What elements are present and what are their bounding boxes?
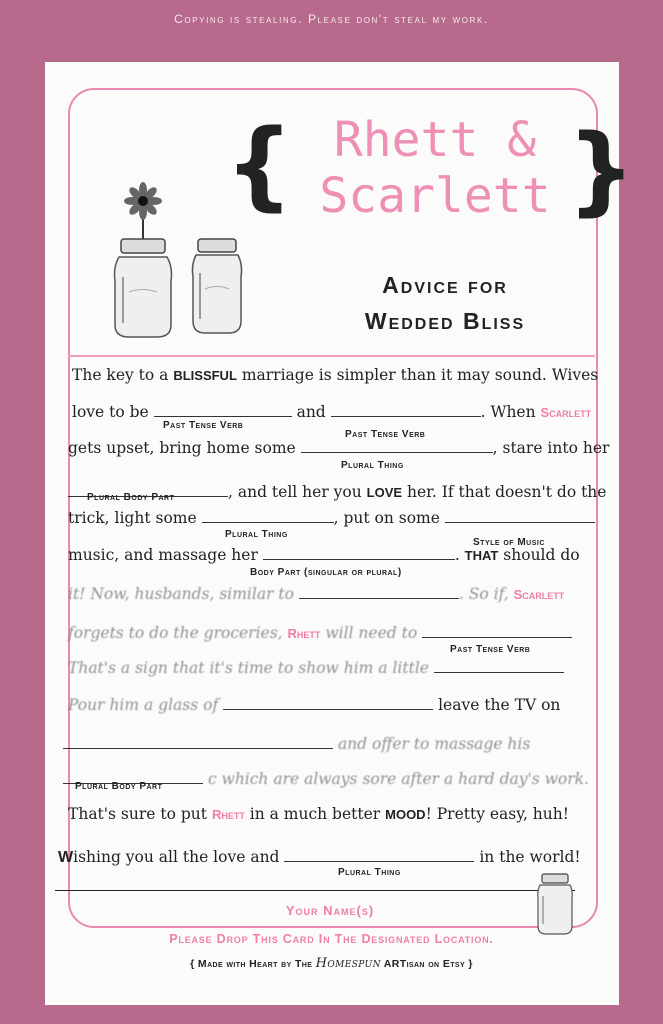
text: c which are always sore after a hard day's work.: [207, 770, 589, 788]
mason-jar-icon: [189, 237, 245, 337]
text: gets upset, bring home some: [68, 439, 301, 457]
title-line-2: Scarlett: [319, 168, 551, 224]
blank-field[interactable]: [445, 522, 595, 523]
text: That's sure to put: [68, 805, 212, 823]
mason-jar-icon: [535, 872, 575, 936]
blank-field[interactable]: [202, 522, 334, 523]
label-plural-thing: Plural Thing: [338, 867, 401, 878]
blank-field[interactable]: [299, 598, 459, 599]
bride-name: Scarlett: [540, 405, 592, 420]
text: , and tell her you: [228, 483, 367, 501]
emphasis: MOOD: [385, 807, 426, 822]
blank-field[interactable]: [223, 709, 433, 710]
text-line-9: [68, 659, 564, 677]
card-subtitle: [300, 267, 590, 339]
text-line-13: [68, 805, 569, 824]
flower-jar-icon: [107, 177, 179, 342]
text-line-10: [68, 696, 560, 714]
text-line-5: [68, 509, 595, 527]
text: love to be: [72, 403, 154, 421]
subtitle-line-1: Advice for: [382, 272, 508, 298]
left-brace-icon: {: [225, 109, 294, 221]
text-line-1: [72, 366, 598, 385]
label-plural-body-part: Plural Body Part: [87, 492, 175, 503]
text: , stare into her: [492, 439, 610, 457]
text: marriage is simpler than it may sound. Wives: [236, 366, 599, 384]
blank-field[interactable]: [434, 672, 564, 673]
groom-name: Rhett: [287, 626, 321, 641]
blank-field[interactable]: [301, 452, 493, 453]
text-line-14: [58, 848, 581, 867]
text: her. If that doesn't do the: [402, 483, 607, 501]
credit-text: ARTisan on Etsy }: [380, 958, 473, 970]
text: . So if,: [458, 585, 514, 603]
text: and: [291, 403, 331, 421]
credit-text: { Made with Heart by The: [190, 958, 316, 970]
blank-field[interactable]: [422, 637, 572, 638]
text: trick, light some: [68, 509, 202, 527]
blank-field[interactable]: [263, 559, 455, 560]
drop-cap: W: [58, 849, 74, 866]
your-names-label: Your Name(s): [285, 903, 375, 918]
label-plural-thing: Plural Thing: [341, 460, 404, 471]
label-plural-body-part: Plural Body Part: [75, 781, 163, 792]
signature-line[interactable]: [55, 890, 575, 891]
emphasis: THAT: [464, 548, 499, 563]
text-line-7: [68, 585, 564, 604]
text: and offer to massage his: [337, 735, 531, 753]
label-past-tense-verb: Past Tense Verb: [345, 429, 426, 440]
bride-name: Scarlett: [513, 587, 565, 602]
text-line-2: [72, 403, 591, 422]
advice-card: [45, 62, 636, 1005]
label-body-part: Body Part (singular or plural): [250, 567, 402, 578]
section-divider: [68, 355, 595, 357]
text: That's a sign that it's time to show him a little: [68, 659, 429, 677]
blank-field[interactable]: [154, 416, 292, 417]
couple-names: [270, 112, 600, 224]
text: music, and massage her: [68, 546, 263, 564]
emphasis: BLISSFUL: [173, 368, 237, 383]
text: ishing you all the love and: [73, 848, 285, 866]
text: in the world!: [479, 848, 581, 866]
subtitle-line-2: Wedded Bliss: [364, 308, 526, 334]
text: .: [454, 546, 465, 564]
groom-name: Rhett: [211, 807, 245, 822]
right-brace-icon: }: [567, 114, 636, 226]
text: it! Now, husbands, similar to: [68, 585, 299, 603]
text: in a much better: [244, 805, 386, 823]
emphasis: LOVE: [366, 485, 403, 500]
text: should do: [498, 546, 580, 564]
label-past-tense-verb: Past Tense Verb: [163, 420, 244, 431]
text: The key to a: [72, 366, 174, 384]
text: leave the TV on: [438, 696, 561, 714]
text: will need to: [320, 624, 418, 642]
text-line-11: [63, 735, 530, 753]
blank-field[interactable]: [331, 416, 481, 417]
title-line-1: Rhett &: [333, 112, 537, 168]
label-style-of-music: Style of Music: [473, 537, 545, 548]
text: , put on some: [333, 509, 440, 527]
text: Pour him a glass of: [68, 696, 219, 714]
blank-field[interactable]: [284, 861, 474, 862]
text: forgets to do the groceries,: [68, 624, 288, 642]
made-by-credit: [68, 956, 595, 971]
credit-brand: Homespun: [315, 956, 381, 971]
blank-field[interactable]: [63, 748, 333, 749]
text-line-6: [68, 546, 580, 565]
label-past-tense-verb: Past Tense Verb: [450, 644, 531, 655]
text-line-8: [68, 624, 572, 643]
drop-card-notice: Please Drop This Card In The Designated Location.: [169, 932, 494, 946]
label-plural-thing: Plural Thing: [225, 529, 288, 540]
text-line-3: [68, 439, 609, 457]
copyright-notice: Copying is stealing. Please don't steal my work.: [174, 12, 489, 26]
text: . When: [480, 403, 541, 421]
text: ! Pretty easy, huh!: [425, 805, 569, 823]
